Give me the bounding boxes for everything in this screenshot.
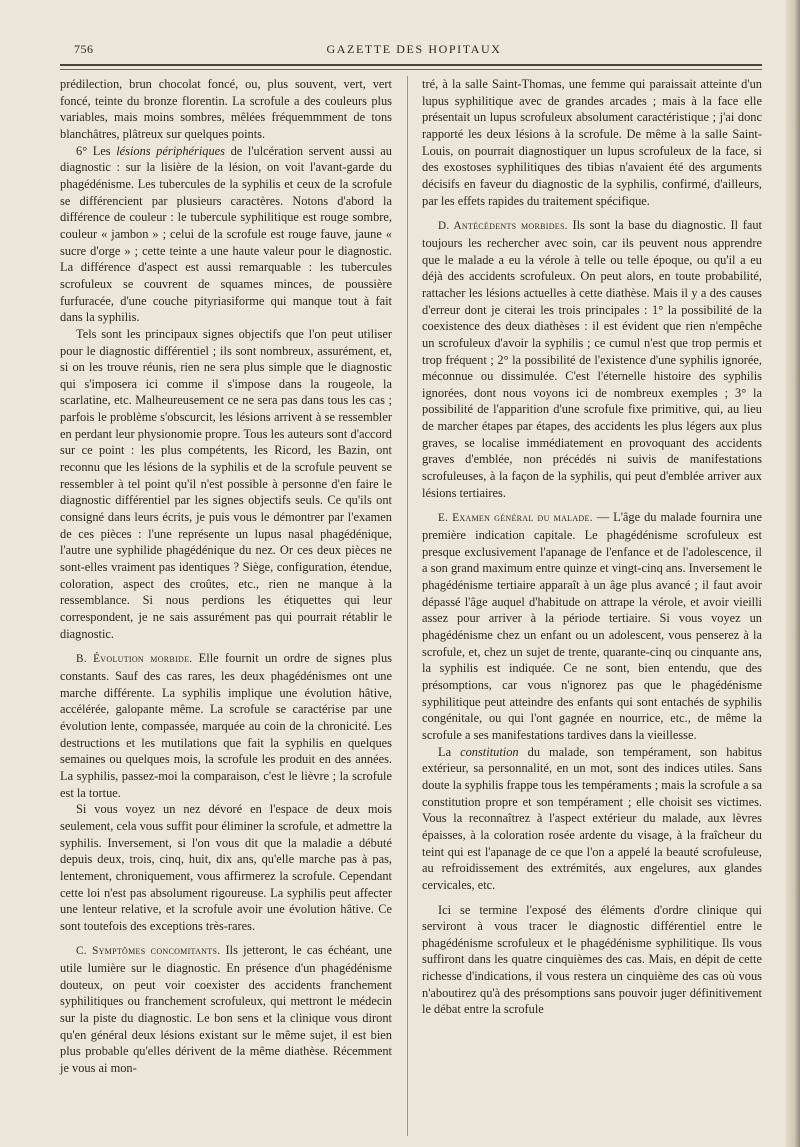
paragraph: Ici se termine l'exposé des éléments d'ordre clinique qui serviront à vous tracer le diagnostic différentiel entre le phagédénisme scrofuleux et le phagédénisme syphilitique. Ils vous suffiront dans les quatre cinquièmes des cas. Mais, en dépit de cette richesse d'indications, il vous restera un cinquième des cas où vous n'aboutirez qu'à des présomptions sans pouvoir juger définitivement le débat entre la scrofule [422, 902, 762, 1017]
section-e [422, 509, 762, 743]
text-run: Ils jetteront, le cas échéant, une utile lumière sur le diagnostic. En présence d'un phagédénisme douteux, on peut voir coexister des accidents franchement syphilitiques ou franchement scrofuleux, qui mettront le médecin sur la piste du diagnostic. Le bon sens et la clinique vous diront qu'en général deux lésions existant sur le même sujet, il est bien plus probable qu'elles dérivent de la même diathèse. Récemment je vous ai mon- [60, 943, 392, 1076]
italic-term: lésions périphériques [116, 143, 225, 158]
text-run: — L'âge du malade fournira une première indication capitale. Le phagédénisme scrofuleux est presque exclusivement l'apanage de l'enfance et de l'adolescence, il a son grand maximum entre quinze et vingt-cinq ans. Inversement le phagédénisme tertiaire apparaît à un âge plus avancé ; il faut avoir dépassé l'âge auquel d'habitude on attrape la vérole, et avoir vieilli assez pour arriver à la période tertiaire. Si vous voyez un phagédénisme chez un enfant ou un adolescent, vous penserez à la scrofule, et, chez un sujet de trente, quarante-cinq ou cinquante ans, la syphilis est indiquée. Ce ne sont, bien entendu, que des présomptions, car vous n'ignorez pas que le phagédénisme syphilitique peut atteindre des enfants qui sont entachés de syphilis congénitale, ou qui l'ont gagnée en nourrice, etc., de même la scrofule a ses manifestations tardives dans la vieillesse. [422, 510, 762, 742]
text-run: Ils sont la base du diagnostic. Il faut toujours les rechercher avec soin, car ils peuvent nous apprendre que le malade a eu la vérole à telle ou telle époque, ou qu'il a eu déjà des accidents scrofuleux. On peut alors, en toute probabilité, rattacher les lésions actuelles à cette diathèse. Mais il y a des causes d'erreur dont je citerai les trois principales : 1° la possibilité de la coexistence des deux diathèses : il est évident que rien n'empêche un scrofuleux d'avoir la syphilis ; ce cumul n'est que trop permis et trop fréquent ; 2° la possibilité de l'existence d'une syphilis ignorée, méconnue ou dissimulée. C'est l'éternelle histoire des syphilis ignorées, dont nous voyons ici de nombreux exemples ; 3° la possibilité de l'apparition d'une scrofule fixe primitive, qui, au lieu de marcher étapes par étapes, des accidents les plus légers aux plus graves, se localise immédiatement en provoquant des accidents graves d'emblée, non précédés ni suivis de manifestations scrofuleuses, à la façon de la syphilis, qui peut d'emblée arriver aux lésions tertiaires. [422, 218, 762, 500]
text-run: La [438, 744, 461, 759]
section-c [60, 942, 392, 1076]
column-divider [407, 76, 408, 1136]
page-edge-shadow [786, 0, 800, 1147]
section-b [60, 650, 392, 801]
text-run: 6° Les [76, 143, 117, 158]
text-run: de l'ulcération servent aussi au diagnostic : sur la lisière de la lésion, on voit l'avant-garde du phagédénisme. Les tubercules de la syphilis et ceux de la scrofule se différencient par plusieurs caractères. Notons d'abord la différence de couleur : le tubercule syphilitique est rouge sombre, couleur « jambon » ; celui de la scrofule est rouge fauve, jaune « sucre d'orge » ; cette teinte a une haute valeur pour le diagnostic. La différence d'aspect est aussi remarquable : les tubercules scrofuleux se couvrent de squames minces, de poussière furfuracée, d'une couche pityriasiforme qui manque tout à fait dans la syphilis. [60, 143, 392, 325]
section-d [422, 217, 762, 501]
paragraph: Tels sont les principaux signes objectifs que l'on peut utiliser pour le diagnostic différentiel ; ils sont nombreux, assurément, et, si on les trouve réunis, rien ne sera plus simple que le diagnostic qui s'imposera ici comme il s'impose dans la rougeole, la scarlatine, etc. Malheureusement ce ne sera pas dans tous les cas ; parfois le problème s'obscurcit, les lésions arrivent à se ressembler en perdant leur physionomie propre. Tous les auteurs sont d'accord sur ce point : les plus compétents, les Ricord, les Bazin, ont reconnu que les lésions de la syphilis et de la scrofule peuvent se ressembler à tel point qu'il n'est possible à personne d'en faire le diagnostic différentiel par les signes objectifs seuls. Ce qu'ils ont consigné dans leurs écrits, je puis vous le démontrer par l'examen de ces pièces : l'une représente un lupus nasal phagédénique, l'autre une syphilide phagédénique du nez. Or ces deux pièces ne sont-elles vraiment pas identiques ? Siège, configuration, étendue, coloration, aspect des croûtes, etc., rien ne manque à la ressemblance. Si nous perdions les étiquettes qui leur correspondent, je ne sais assurément pas qui pourrait rétablir le diagnostic. [60, 326, 392, 641]
paragraph: prédilection, brun chocolat foncé, ou, plus souvent, vert, vert foncé, teinte du bronze florentin. La scrofule a des couleurs plus variables, mais moins sombres, mêlées fréquemmment de tons blanchâtres, plâtreux sur quelques points. [60, 77, 392, 141]
left-column [60, 76, 392, 1077]
right-column [422, 76, 762, 1018]
header-rule-thick [60, 64, 762, 66]
text-run: Elle fournit un ordre de signes plus constants. Sauf des cas rares, les deux phagédénismes ont une marche différente. La syphilis implique une évolution hâtive, accélérée, galopante même. La scrofule se caractérise par une évolution lente, compassée, marquée au coin de la chronicité. Les destructions et les mutilations que fait la syphilis en quelques semaines ou quelques mois, la scrofule les produit en des années. La syphilis, passez-moi la comparaison, c'est le lièvre ; la scrofule est la tortue. [60, 651, 392, 800]
paragraph [60, 143, 392, 326]
text-run: du malade, son tempérament, son habitus extérieur, sa personnalité, en un mot, sont des indices utiles. Sans doute la syphilis frappe tous les tempéraments ; mais la scrofule a sa constitution propre et son tempérament ; elle choisit ses victimes. Vous la reconnaîtrez à l'aspect extérieur du malade, aux lèvres épaisses, à la coloration rosée ardente du visage, à la fraîcheur du teint qui est l'apanage de ce que l'on a appelé la beauté scrofuleuse, au refroidissement des extrémités, aux engelures, aux glandes cervicales, etc. [422, 744, 762, 892]
section-heading: E. Examen général du malade. [438, 512, 593, 525]
section-heading: C. Symptômes concomitants. [76, 945, 221, 958]
paragraph: Si vous voyez un nez dévoré en l'espace de deux mois seulement, cela vous suffit pour éliminer la scrofule, et admettre la syphilis. Inversement, si l'on vous dit que la maladie a débuté depuis deux, trois, cinq, huit, dix ans, qu'elle marche pas à pas, lentement, chroniquement, vous affirmerez la scrofule. Cependant cette loi n'est pas absolument rigoureuse. La syphilis peut affecter une lenteur relative, et la scrofule avoir une évolution hâtive. Ce sont toutefois des exceptions très-rares. [60, 802, 392, 933]
journal-title: GAZETTE DES HOPITAUX [326, 42, 502, 56]
section-heading: D. Antécédents morbides. [438, 220, 568, 233]
paragraph [422, 744, 762, 894]
section-heading: B. Évolution morbide. [76, 653, 193, 666]
paragraph: tré, à la salle Saint-Thomas, une femme qui paraissait atteinte d'un lupus syphilitique avec de grandes arcades ; mais à la face elle présentait un lupus scrofuleux absolument caractéristique ; j'ai donc rapporté les deux lésions à la scrofule. De même à la salle Saint-Louis, on pourrait diagnostiquer un lupus scrofuleux de la face, si des exostoses syphilitiques des tibias n'avaient été des arguments décisifs en faveur du diagnostic de la syphilis, confirmé, d'ailleurs, par les effets rapides du traitement spécifique. [422, 77, 762, 208]
page-number: 756 [74, 42, 94, 56]
page-header [66, 42, 762, 64]
header-rule-thin [60, 69, 762, 70]
italic-term: constitution [460, 744, 519, 759]
